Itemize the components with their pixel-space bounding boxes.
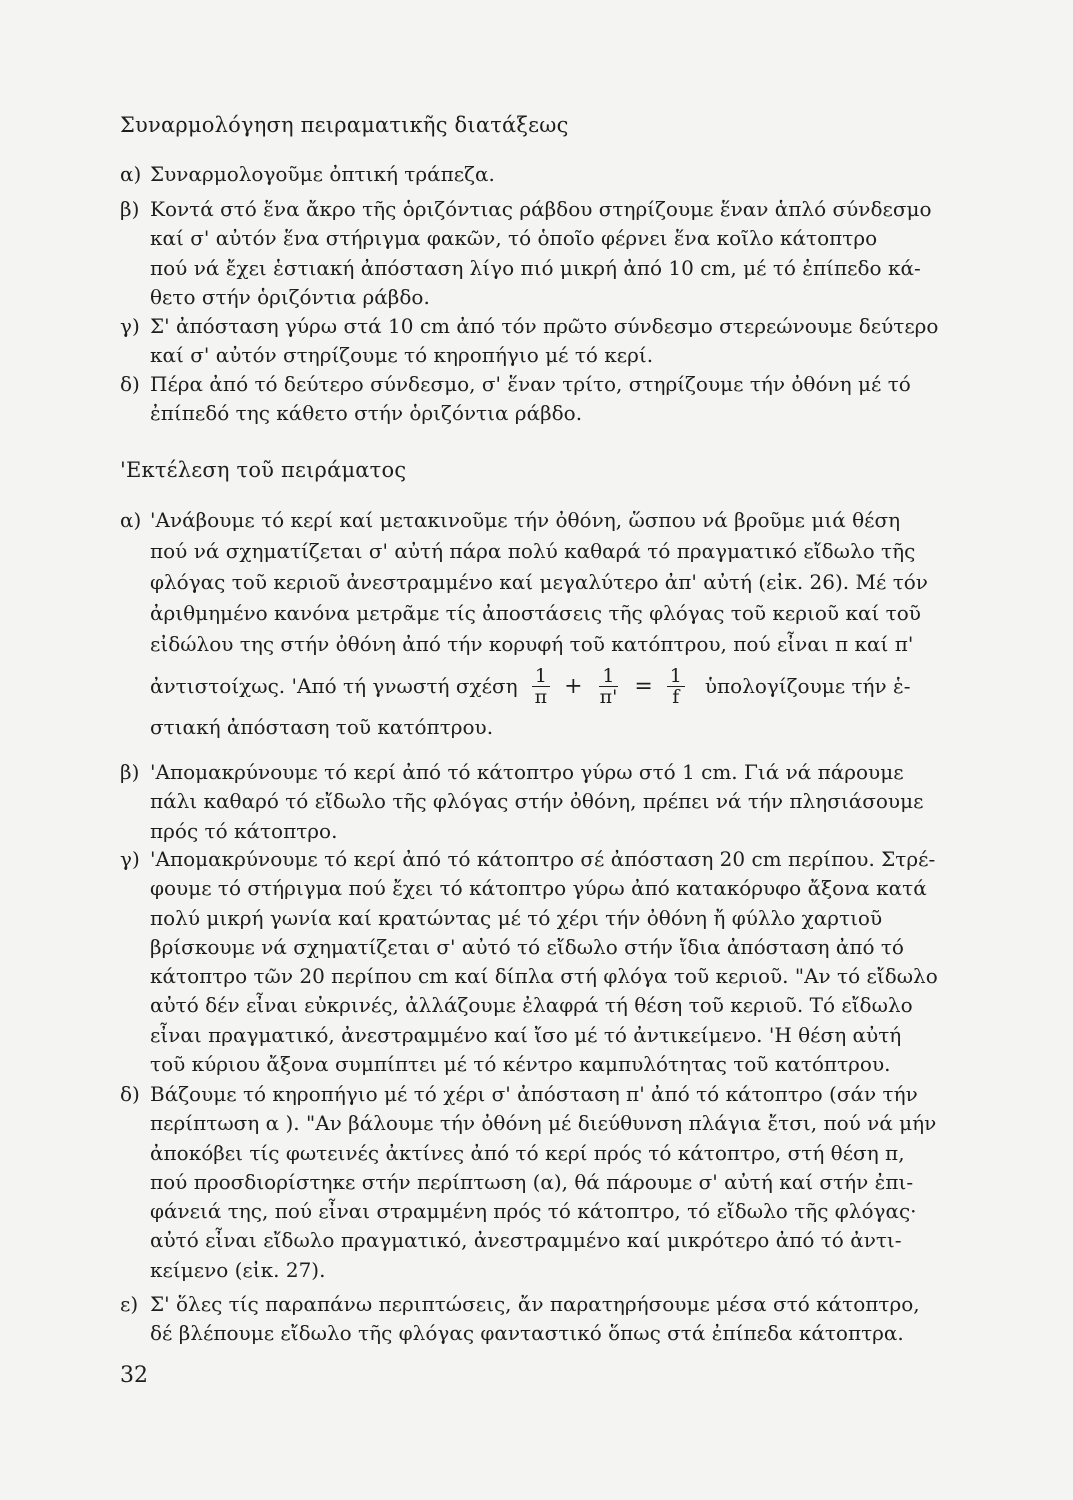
item-label: δ): [120, 1082, 140, 1106]
list-item: [120, 505, 940, 743]
text-line: αὐτό δέν εἶναι εὐκρινές, ἀλλάζουμε ἐλαφρά τή θέση τοῦ κεριοῦ. Τό εἴδωλο: [150, 993, 913, 1018]
text-line: πού νά σχηματίζεται σ' αὐτή πάρα πολύ καθαρά τό πραγματικό εἴδωλο τῆς: [150, 539, 916, 563]
fraction-numerator: 1: [667, 666, 685, 687]
list-item: [120, 312, 940, 371]
text-line: εἶναι πραγματικό, ἀνεστραμμένο καί ἴσο μέ τό ἀντικείμενο. 'Η θέση αὐτή: [150, 1022, 902, 1047]
text-line: πού νά ἔχει ἑστιακή ἀπόσταση λίγο πιό μικρή ἀπό 10 cm, μέ τό ἐπίπεδο κά-: [150, 255, 921, 280]
list-item: [120, 160, 940, 189]
fraction-denominator: π': [599, 685, 618, 708]
text-line: φάνειά της, πού εἶναι στραμμένη πρός τό κάτοπτρο, τό εἴδωλο τῆς φλόγας·: [150, 1199, 917, 1224]
text-line: φλόγας τοῦ κεριοῦ ἀνεστραμμένο καί μεγαλύτερο ἀπ' αὐτή (εἰκ. 26). Μέ τόν: [150, 570, 928, 594]
fraction-denominator: π: [534, 685, 548, 708]
text-line: περίπτωση α ). "Αν βάλουμε τήν ὀθόνη μέ διεύθυνση πλάγια ἔτσι, πού νά μήν: [150, 1111, 937, 1136]
item-label: β): [120, 197, 140, 221]
text-line: Σ' ὅλες τίς παραπάνω περιπτώσεις, ἄν παρατηρήσουμε μέσα στό κάτοπτρο,: [150, 1292, 920, 1316]
text-line: πρός τό κάτοπτρο.: [150, 818, 338, 843]
list-item: [120, 845, 940, 1079]
text-line: ἐπίπεδό της κάθετο στήν ὁριζόντια ράβδο.: [150, 401, 583, 426]
item-label: γ): [120, 847, 140, 871]
text-line: κείμενο (εἰκ. 27).: [150, 1257, 326, 1282]
formula-suffix: ὑπολογίζουμε τήν ἑ-: [704, 673, 911, 698]
text-line: Συναρμολογοῦμε ὀπτική τράπεζα.: [150, 162, 495, 186]
text-line: καί σ' αὐτόν στηρίζουμε τό κηροπήγιο μέ τό κερί.: [150, 343, 654, 368]
item-label: δ): [120, 372, 140, 396]
text-line: πού προσδιορίστηκε στήν περίπτωση (α), θά πάρουμε σ' αὐτή καί στήν ἐπι-: [150, 1169, 914, 1194]
page-number: 32: [120, 1363, 148, 1388]
text-line: καί σ' αὐτόν ἕνα στήριγμα φακῶν, τό ὁποῖο φέρνει ἕνα κοῖλο κάτοπτρο: [150, 226, 878, 251]
fraction-numerator: 1: [599, 666, 617, 687]
list-item: [120, 370, 940, 429]
text-line: Κοντά στό ἕνα ἄκρο τῆς ὁριζόντιας ράβδου στηρίζουμε ἕναν ἁπλό σύνδεσμο: [150, 197, 932, 221]
text-line: εἰδώλου της στήν ὀθόνη ἀπό τήν κορυφή τοῦ κατόπτρου, πού εἶναι π καί π': [150, 632, 914, 656]
fraction-1-over-pi-prime: [597, 666, 621, 707]
equals-sign: =: [634, 673, 653, 699]
item-label: γ): [120, 314, 140, 338]
text-line: πολύ μικρή γωνία καί κρατώντας μέ τό χέρι τήν ὀθόνη ἤ φύλλο χαρτιοῦ: [150, 905, 883, 930]
text-line: βρίσκουμε νά σχηματίζεται σ' αὐτό τό εἴδωλο στήν ἴδια ἀπόσταση ἀπό τό: [150, 934, 904, 959]
text-line: ἀριθμημένο κανόνα μετρᾶμε τίς ἀποστάσεις τῆς φλόγας τοῦ κεριοῦ καί τοῦ: [150, 601, 921, 625]
text-line: 'Ανάβουμε τό κερί καί μετακινοῦμε τήν ὀθόνη, ὥσπου νά βροῦμε μιά θέση: [150, 508, 901, 532]
text-line: κάτοπτρο τῶν 20 περίπου cm καί δίπλα στή φλόγα τοῦ κεριοῦ. "Αν τό εἴδωλο: [150, 964, 938, 989]
list-item: [120, 758, 940, 846]
plus-sign: +: [564, 673, 583, 699]
text-line: Βάζουμε τό κηροπήγιο μέ τό χέρι σ' ἀπόσταση π' ἀπό τό κάτοπτρο (σάν τήν: [150, 1082, 918, 1106]
list-item: [120, 1080, 940, 1285]
section-heading-assembly: Συναρμολόγηση πειραματικῆς διατάξεως: [120, 113, 569, 137]
fraction-1-over-pi: [532, 666, 551, 707]
text-line: θετο στήν ὁριζόντια ράβδο.: [150, 284, 430, 309]
text-line: 'Απομακρύνουμε τό κερί ἀπό τό κάτοπτρο σέ ἀπόσταση 20 cm περίπου. Στρέ-: [150, 847, 936, 871]
text-line: τοῦ κύριου ἄξονα συμπίπτει μέ τό κέντρο καμπυλότητας τοῦ κατόπτρου.: [150, 1052, 891, 1077]
formula-line: [150, 660, 940, 712]
fraction-denominator: f: [672, 685, 680, 708]
fraction-numerator: 1: [532, 666, 550, 687]
text-line: πάλι καθαρό τό εἴδωλο τῆς φλόγας στήν ὀθόνη, πρέπει νά τήν πλησιάσουμε: [150, 789, 924, 814]
formula-prefix: ἀντιστοίχως. 'Από τή γνωστή σχέση: [150, 673, 518, 698]
item-label: α): [120, 162, 142, 186]
text-line: Πέρα ἀπό τό δεύτερο σύνδεσμο, σ' ἕναν τρίτο, στηρίζουμε τήν ὀθόνη μέ τό: [150, 372, 911, 396]
item-label: α): [120, 508, 142, 532]
fraction-1-over-f: [667, 666, 685, 707]
list-item: [120, 1290, 940, 1349]
text-line: ἀποκόβει τίς φωτεινές ἀκτίνες ἀπό τό κερί πρός τό κάτοπτρο, στή θέση π,: [150, 1140, 905, 1165]
text-line: στιακή ἀπόσταση τοῦ κατόπτρου.: [150, 715, 494, 739]
section-heading-execution: 'Εκτέλεση τοῦ πειράματος: [120, 458, 407, 482]
item-label: ε): [120, 1292, 139, 1316]
list-item: [120, 195, 940, 312]
text-line: Σ' ἀπόσταση γύρω στά 10 cm ἀπό τόν πρῶτο σύνδεσμο στερεώνουμε δεύτερο: [150, 314, 939, 338]
text-line: φουμε τό στήριγμα πού ἔχει τό κάτοπτρο γύρω ἀπό κατακόρυφο ἄξονα κατά: [150, 876, 927, 901]
text-line: αὐτό εἶναι εἴδωλο πραγματικό, ἀνεστραμμένο καί μικρότερο ἀπό τό ἀντι-: [150, 1228, 902, 1253]
text-line: 'Απομακρύνουμε τό κερί ἀπό τό κάτοπτρο γύρω στό 1 cm. Γιά νά πάρουμε: [150, 760, 904, 784]
item-label: β): [120, 760, 140, 784]
text-line: δέ βλέπουμε εἴδωλο τῆς φλόγας φανταστικό ὅπως στά ἐπίπεδα κάτοπτρα.: [150, 1321, 904, 1346]
